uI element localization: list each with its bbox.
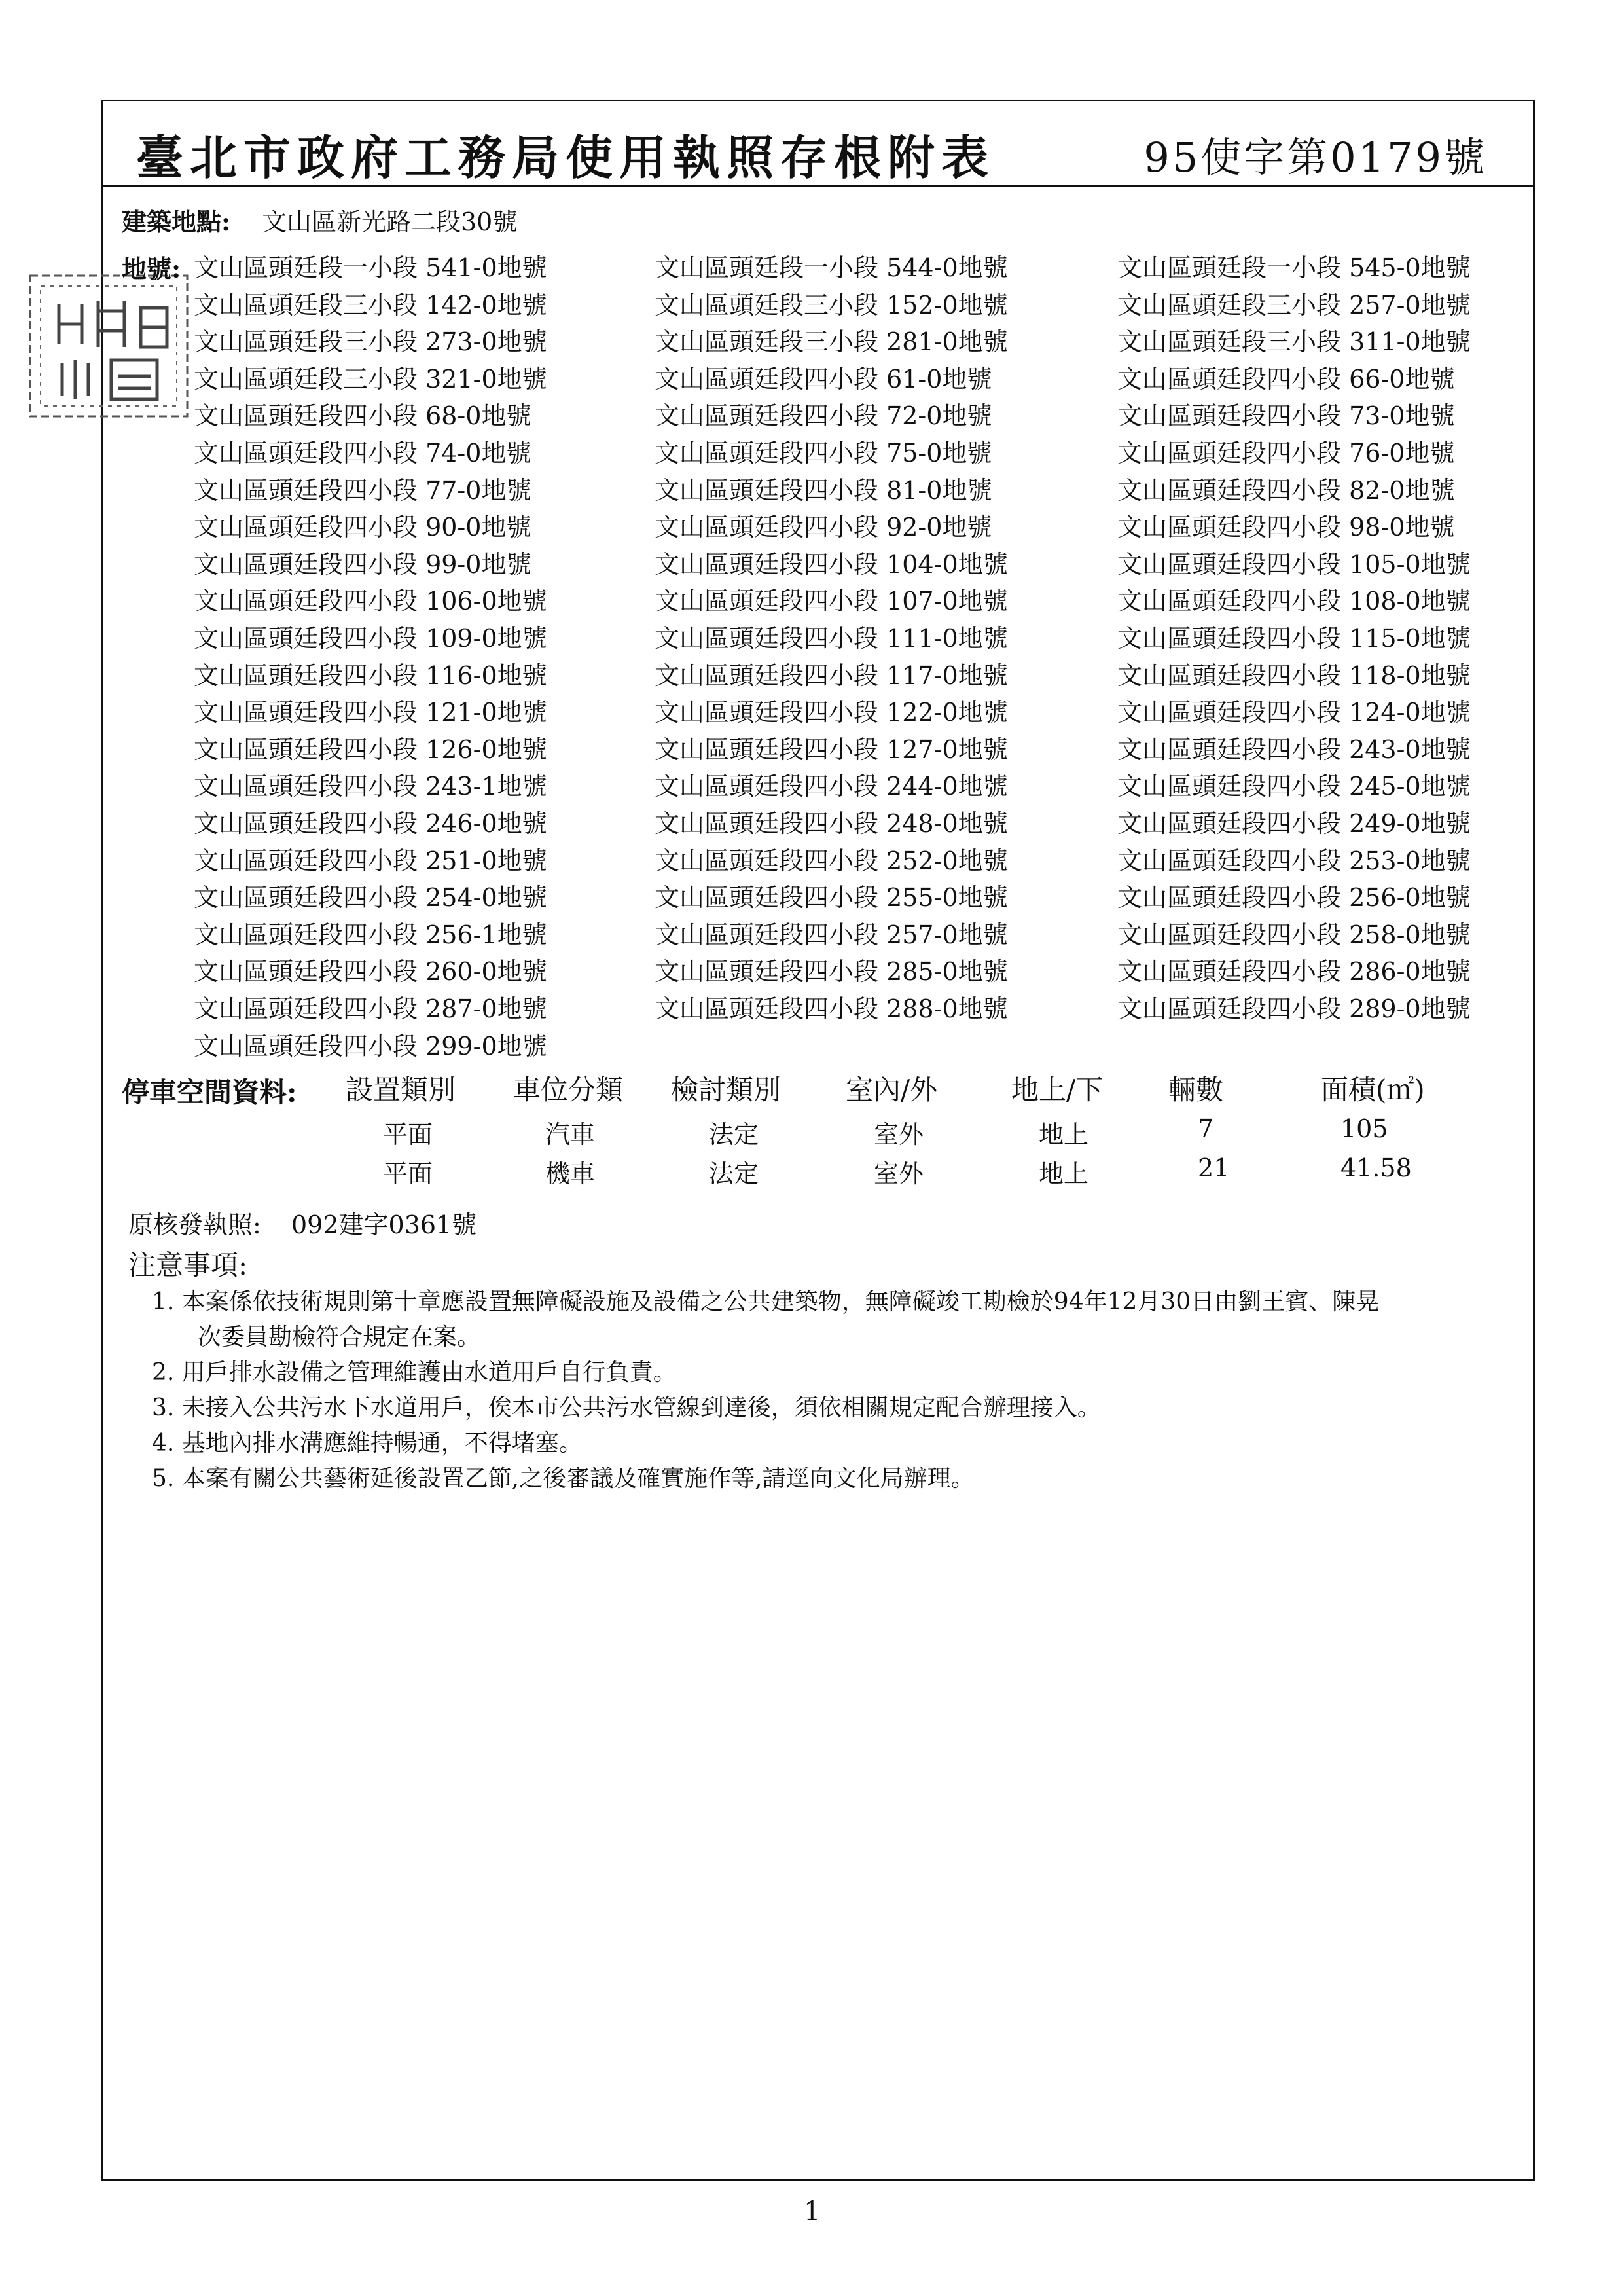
lot-number-item: 文山區頭廷段四小段 81-0地號 (655, 475, 992, 505)
lot-number-item: 文山區頭廷段四小段 285-0地號 (655, 957, 1008, 987)
lot-number-item: 文山區頭廷段三小段 311-0地號 (1117, 327, 1471, 357)
lot-number-item: 文山區頭廷段四小段 126-0地號 (194, 735, 547, 764)
lot-number-item: 文山區頭廷段四小段 286-0地號 (1117, 957, 1471, 987)
lot-number-item: 文山區頭廷段四小段 256-1地號 (194, 920, 547, 949)
parking-cell: 7 (1198, 1114, 1214, 1143)
parking-cell: 室外 (874, 1120, 924, 1149)
note-item: 3. 未接入公共污水下水道用戶，俟本市公共污水管線到達後，須依相關規定配合辦理接入。 (152, 1394, 1101, 1421)
lot-number-item: 文山區頭廷段四小段 117-0地號 (655, 661, 1008, 690)
parking-header-cell: 設置類別 (346, 1074, 456, 1106)
lot-number-item: 文山區頭廷段四小段 72-0地號 (655, 401, 992, 431)
parking-cell: 法定 (709, 1120, 759, 1149)
note-item: 5. 本案有關公共藝術延後設置乙節,之後審議及確實施作等,請逕向文化局辦理。 (152, 1465, 975, 1492)
parking-cell: 21 (1198, 1154, 1230, 1182)
page-number: 1 (804, 2196, 821, 2227)
lot-number-item: 文山區頭廷段四小段 106-0地號 (194, 587, 547, 616)
lot-number-item: 文山區頭廷段四小段 77-0地號 (194, 475, 531, 505)
lot-number-item: 文山區頭廷段四小段 289-0地號 (1117, 994, 1471, 1023)
lot-number-item: 文山區頭廷段四小段 246-0地號 (194, 809, 547, 838)
notes-label: 注意事項: (128, 1249, 248, 1281)
lot-number-item: 文山區頭廷段四小段 76-0地號 (1117, 439, 1455, 467)
lot-number-item: 文山區頭廷段四小段 249-0地號 (1117, 809, 1471, 838)
lot-number-item: 文山區頭廷段四小段 118-0地號 (1117, 661, 1471, 690)
parking-cell: 41.58 (1340, 1154, 1412, 1182)
lot-number-item: 文山區頭廷段四小段 90-0地號 (194, 513, 531, 542)
lot-number-item: 文山區頭廷段四小段 92-0地號 (655, 513, 992, 542)
parking-cell: 汽車 (545, 1120, 596, 1149)
parking-header-cell: 檢討類別 (671, 1074, 782, 1106)
parking-cell: 室外 (874, 1159, 924, 1188)
lot-number-item: 文山區頭廷段四小段 121-0地號 (194, 698, 547, 727)
lot-number-item: 文山區頭廷段四小段 66-0地號 (1117, 364, 1455, 393)
lot-number-item: 文山區頭廷段四小段 243-0地號 (1117, 735, 1471, 764)
parking-cell: 平面 (383, 1159, 433, 1188)
lot-number-item: 文山區頭廷段三小段 142-0地號 (194, 290, 547, 319)
lot-number-item: 文山區頭廷段四小段 255-0地號 (655, 883, 1008, 913)
title-bar (103, 101, 1533, 187)
lot-number-item: 文山區頭廷段四小段 251-0地號 (194, 846, 547, 875)
note-item: 1. 本案係依技術規則第十章應設置無障礙設施及設備之公共建築物，無障礙竣工勘檢於94年12月30日由劉王賓、陳晃 (152, 1288, 1380, 1315)
parking-header-cell: 輛數 (1168, 1074, 1224, 1106)
parking-cell: 地上 (1039, 1159, 1089, 1188)
lot-number-item: 文山區頭廷段四小段 98-0地號 (1117, 513, 1455, 542)
lot-number-item: 文山區頭廷段四小段 75-0地號 (655, 439, 992, 467)
lot-number-item: 文山區頭廷段四小段 243-1地號 (194, 772, 547, 801)
note-item: 2. 用戶排水設備之管理維護由水道用戶自行負責。 (152, 1359, 677, 1386)
lot-number-item: 文山區頭廷段四小段 115-0地號 (1117, 624, 1471, 653)
parking-cell: 機車 (545, 1159, 596, 1188)
site-address: 文山區新光路二段30號 (262, 208, 518, 236)
lot-number-item: 文山區頭廷段四小段 248-0地號 (655, 809, 1008, 838)
lot-number-item: 文山區頭廷段四小段 108-0地號 (1117, 587, 1471, 616)
lot-number-item: 文山區頭廷段三小段 273-0地號 (194, 327, 547, 357)
note-item: 次委員勘檢符合規定在案。 (198, 1324, 481, 1351)
lot-number-item: 文山區頭廷段四小段 73-0地號 (1117, 401, 1455, 431)
lot-label: 地號: (122, 254, 181, 283)
parking-header-cell: 室內/外 (846, 1074, 938, 1106)
lot-number-item: 文山區頭廷段三小段 257-0地號 (1117, 290, 1471, 319)
lot-number-item: 文山區頭廷段四小段 127-0地號 (655, 735, 1008, 764)
lot-number-item: 文山區頭廷段四小段 122-0地號 (655, 698, 1008, 727)
parking-cell: 105 (1340, 1114, 1388, 1143)
lot-number-item: 文山區頭廷段一小段 541-0地號 (194, 253, 547, 282)
note-item: 4. 基地內排水溝應維持暢通，不得堵塞。 (152, 1430, 583, 1457)
lot-number-item: 文山區頭廷段四小段 256-0地號 (1117, 883, 1471, 913)
lot-number-item: 文山區頭廷段四小段 82-0地號 (1117, 475, 1455, 505)
original-license-value: 092建字0361號 (291, 1211, 477, 1239)
lot-number-item: 文山區頭廷段四小段 288-0地號 (655, 994, 1008, 1023)
lot-number-item: 文山區頭廷段四小段 245-0地號 (1117, 772, 1471, 801)
lot-number-item: 文山區頭廷段四小段 109-0地號 (194, 624, 547, 653)
lot-number-item: 文山區頭廷段四小段 299-0地號 (194, 1031, 547, 1061)
lot-number-item: 文山區頭廷段四小段 104-0地號 (655, 549, 1008, 579)
lot-number-item: 文山區頭廷段四小段 287-0地號 (194, 994, 547, 1023)
lot-number-item: 文山區頭廷段四小段 107-0地號 (655, 587, 1008, 616)
lot-number-item: 文山區頭廷段四小段 253-0地號 (1117, 846, 1471, 875)
official-seal-stamp (26, 272, 193, 422)
parking-cell: 法定 (709, 1159, 759, 1188)
lot-number-item: 文山區頭廷段四小段 116-0地號 (194, 661, 547, 690)
parking-header-cell: 地上/下 (1011, 1074, 1104, 1106)
original-license-label: 原核發執照: (128, 1211, 261, 1239)
parking-cell: 地上 (1039, 1120, 1089, 1149)
permit-number: 95使字第0179號 (1143, 134, 1487, 181)
lot-number-item: 文山區頭廷段四小段 257-0地號 (655, 920, 1008, 949)
lot-number-item: 文山區頭廷段一小段 544-0地號 (655, 253, 1008, 282)
lot-number-item: 文山區頭廷段三小段 281-0地號 (655, 327, 1008, 357)
parking-header-cell: 面積(㎡) (1321, 1074, 1425, 1106)
lot-number-item: 文山區頭廷段四小段 252-0地號 (655, 846, 1008, 875)
lot-number-item: 文山區頭廷段四小段 105-0地號 (1117, 549, 1471, 579)
lot-number-item: 文山區頭廷段三小段 152-0地號 (655, 290, 1008, 319)
parking-cell: 平面 (383, 1120, 433, 1149)
lot-number-item: 文山區頭廷段四小段 244-0地號 (655, 772, 1008, 801)
lot-number-item: 文山區頭廷段四小段 99-0地號 (194, 549, 531, 579)
document-title: 臺北市政府工務局使用執照存根附表 (136, 130, 996, 185)
lot-number-item: 文山區頭廷段四小段 254-0地號 (194, 883, 547, 913)
parking-label: 停車空間資料: (122, 1076, 297, 1108)
lot-number-item: 文山區頭廷段三小段 321-0地號 (194, 364, 547, 393)
site-label: 建築地點: (122, 207, 231, 236)
parking-header-cell: 車位分類 (513, 1074, 624, 1106)
lot-number-item: 文山區頭廷段四小段 68-0地號 (194, 401, 531, 431)
lot-number-item: 文山區頭廷段四小段 260-0地號 (194, 957, 547, 987)
lot-number-item: 文山區頭廷段四小段 258-0地號 (1117, 920, 1471, 949)
lot-number-item: 文山區頭廷段四小段 111-0地號 (655, 624, 1008, 653)
lot-number-item: 文山區頭廷段四小段 61-0地號 (655, 364, 992, 393)
lot-number-item: 文山區頭廷段四小段 124-0地號 (1117, 698, 1471, 727)
lot-number-item: 文山區頭廷段一小段 545-0地號 (1117, 253, 1471, 282)
lot-number-item: 文山區頭廷段四小段 74-0地號 (194, 439, 531, 467)
